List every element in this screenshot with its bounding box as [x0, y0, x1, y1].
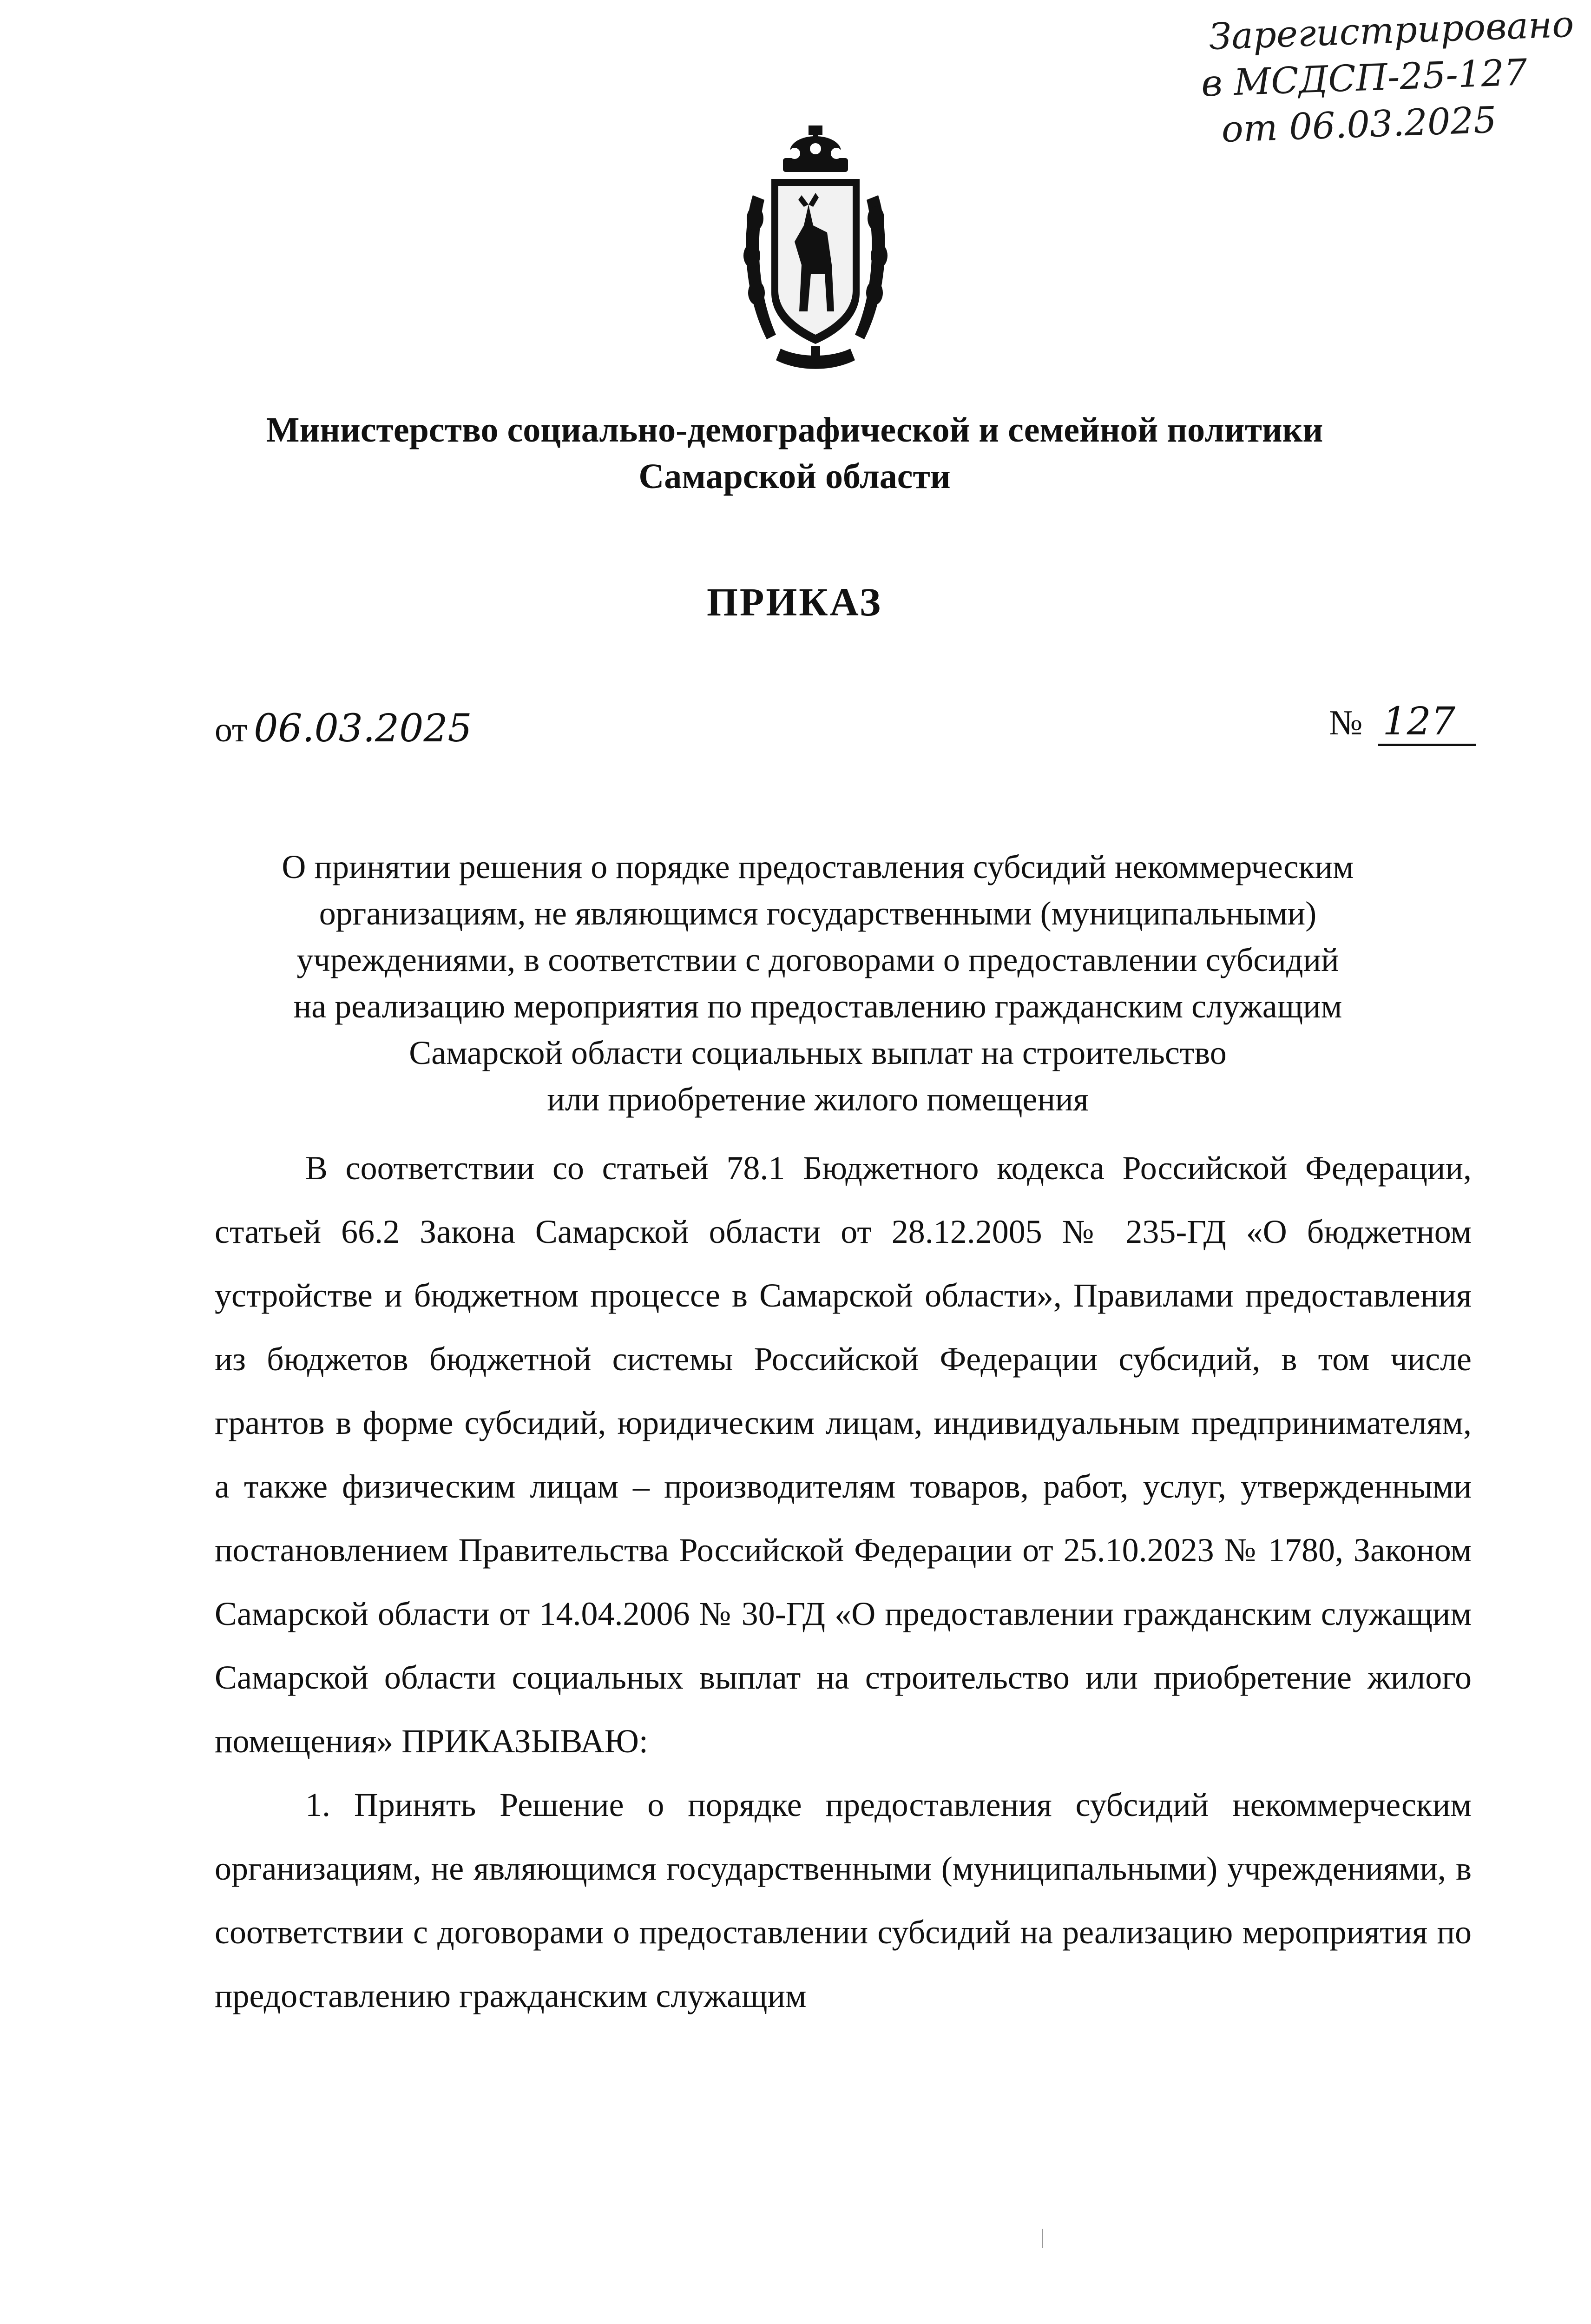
- coat-of-arms-icon: [739, 125, 892, 376]
- subject-line5: Самарской области социальных выплат на строительство: [409, 1034, 1227, 1071]
- body-paragraph-preamble: В соответствии со статьей 78.1 Бюджетного кодекса Российской Федерации, статьей 66.2 Закона Самарской области от 28.12.2005 № 235-ГД «О бюджетном устройстве и бюджетном процессе в Самарской области», Правилами предоставления из бюджетов бюджетной системы Российской Федерации субсидий, в том числе грантов в форме субсидий, юридическим лицам, индивидуальным предпринимателям, а также физическим лицам – производителям товаров, работ, услуг, утвержденными постановлением Правительства Российской Федерации от 25.10.2023 № 1780, Законом Самарской области от 14.04.2006 № 30-ГД «О предоставлении гражданским служащим Самарской области социальных выплат на строительство или приобретение жилого помещения» ПРИКАЗЫВАЮ:: [215, 1149, 1472, 1760]
- handwritten-registration-note: [1200, 1, 1575, 153]
- order-body: [215, 1136, 1472, 2028]
- number-value-handwritten: 127: [1378, 700, 1476, 746]
- document-type-title: ПРИКАЗ: [706, 580, 883, 624]
- ministry-name: [186, 407, 1403, 500]
- number-prefix: №: [1329, 703, 1363, 742]
- ministry-line1: Министерство социально-демографической и семейной политики: [266, 410, 1323, 449]
- subject-line1: О принятии решения о порядке предоставления субсидий некоммерческим: [282, 848, 1354, 885]
- subject-line4: на реализацию мероприятия по предоставлению гражданским служащим: [293, 988, 1342, 1025]
- ministry-line2: Самарской области: [638, 457, 951, 496]
- reg-note-line2: в МСДСП-25-127: [1200, 52, 1528, 105]
- subject-line3: учреждениями, в соответствии с договорами о предоставлении субсидий: [296, 941, 1339, 978]
- reg-note-line1: Зарегистрировано: [1208, 3, 1575, 58]
- order-date: [215, 706, 472, 751]
- subject-line2: организациям, не являющимся государственными (муниципальными): [319, 895, 1317, 932]
- reg-note-line3: от 06.03.2025: [1221, 99, 1498, 151]
- scan-mark: [1042, 2229, 1043, 2248]
- date-value-handwritten: 06.03.2025: [254, 706, 472, 751]
- body-paragraph-item1: 1. Принять Решение о порядке предоставления субсидий некоммерческим организациям, не являющимся государственными (муниципальными) учреждениями, в соответствии с договорами о предоставлении субсидий на реализацию мероприятия по предоставлению гражданским служащим: [215, 1786, 1472, 2014]
- subject-line6: или приобретение жилого помещения: [547, 1081, 1089, 1118]
- date-prefix: от: [215, 710, 248, 749]
- order-number: [1329, 700, 1476, 746]
- order-subject: [218, 844, 1417, 1122]
